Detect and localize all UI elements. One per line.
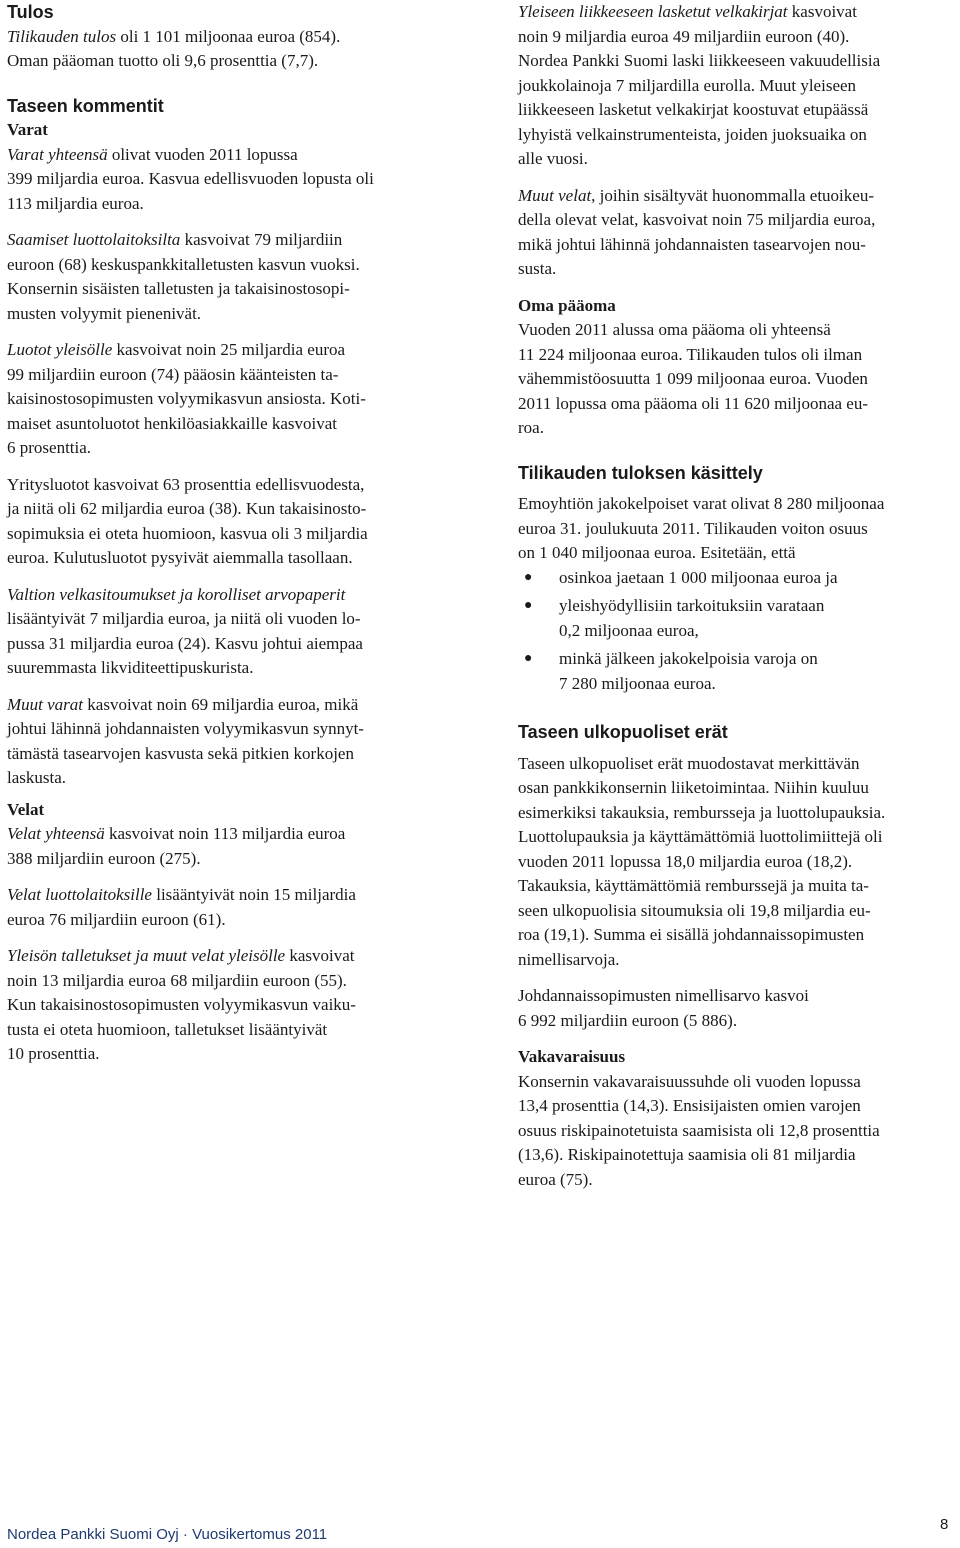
tulos-paragraph-1: Tilikauden tulos oli 1 101 miljoonaa euroa (854).	[7, 26, 341, 46]
tilikauden-tuloksen-kasittely-heading: Tilikauden tuloksen käsittely	[518, 462, 763, 483]
bullet-icon: ●	[524, 651, 533, 666]
bullet-icon: ●	[524, 569, 533, 585]
footer-publisher: Nordea Pankki Suomi Oyj · Vuosikertomus 2011	[7, 1526, 328, 1543]
saamiset-paragraph: Saamiset luottolaitoksilta kasvoivat 79 miljardiin euroon (68) keskuspankkitalletusten kasvun vuoksi. Konsernin sisäisten talletusten ja takaisinostosopi- musten volyymit pienenivät.	[7, 230, 360, 323]
velat-luottolaitoksille-paragraph: Velat luottolaitoksille lisääntyivät noin 15 miljardia euroa 76 miljardiin euroon (61).	[7, 885, 356, 929]
right-column	[518, 0, 958, 1192]
vakavaraisuus-heading: Vakavaraisuus	[518, 1047, 626, 1066]
tulos-heading: Tulos	[7, 2, 54, 22]
velat-heading: Velat	[7, 799, 45, 819]
yleison-talletukset-paragraph: Yleisön talletukset ja muut velat yleisölle kasvoivat noin 13 miljardia euroa 68 miljardiin euroon (55). Kun takaisinostosopimusten volyymikasvun vaiku- tusta ei oteta huomioon, talletukset lisääntyivät 10 prosenttia.	[7, 946, 356, 1063]
proposal-list	[518, 566, 958, 697]
ulkopuoliset-paragraph: Taseen ulkopuoliset erät muodostavat merkittävän osan pankkikonsernin liiketoimintaa. Niihin kuuluu esimerkiksi takauksia, rembursseja ja luottolupauksia. Luottolupauksia ja käyttämättömiä luottolimiittejä oli vuoden 2011 lopussa 18,0 miljardia euroa (18,2). Takauksia, käyttämättömiä remburssejä ja muita ta- seen ulkopuolisia sitoumuksia oli 19,8 miljardia eu- roa (19,1). Summa ei sisällä johdannaissopimusten nimellisarvoja.	[518, 753, 886, 969]
bullet-icon: ●	[524, 598, 533, 613]
taseen-kommentit-heading: Taseen kommentit	[7, 95, 164, 116]
yritysluotot-paragraph: Yritysluotot kasvoivat 63 prosenttia edellisvuodesta, ja niitä oli 62 miljardia euroa (38). Kun takaisinosto- sopimuksia ei oteta huomioon, kasvua oli 3 miljardia euroa. Kulutusluotot pysyivät aiemmalla tasollaan.	[7, 474, 368, 567]
taseen-ulkopuoliset-erat-heading: Taseen ulkopuoliset erät	[518, 722, 728, 742]
vakavaraisuus-paragraph: Konsernin vakavaraisuussuhde oli vuoden lopussa 13,4 prosenttia (14,3). Ensisijaisten omien varojen osuus riskipainotetuista saamisista oli 12,8 prosenttia (13,6). Riskipainotettuja saamisia oli 81 miljardia euroa (75).	[518, 1071, 880, 1189]
varat-paragraph: Varat yhteensä olivat vuoden 2011 lopussa 399 miljardia euroa. Kasvua edellisvuoden lopusta oli 113 miljardia euroa.	[7, 144, 374, 213]
velkakirjat-paragraph: Yleiseen liikkeeseen lasketut velkakirjat kasvoivat noin 9 miljardia euroa 49 miljardiin euroon (40). Nordea Pankki Suomi laski liikkeeseen vakuudellisia joukkolainoja 7 miljardilla eurolla. Muut yleiseen liikkeeseen lasketut velkakirjat koostuvat etupäässä lyhyistä velkainstrumenteista, joiden juoksuaika on alle vuosi.	[518, 2, 881, 168]
johdannais-paragraph: Johdannaissopimusten nimellisarvo kasvoi 6 992 miljardiin euroon (5 886).	[518, 986, 809, 1030]
luotot-paragraph: Luotot yleisölle kasvoivat noin 25 miljardia euroa 99 miljardiin euroon (74) pääosin käänteisten ta- kaisinostosopimusten volyymikasvun ansiosta. Koti- maiset asuntoluotot henkilöasiakkaille kasvoivat 6 prosenttia.	[7, 340, 366, 457]
left-column	[7, 0, 452, 1067]
muut-velat-paragraph: Muut velat, joihin sisältyvät huonommalla etuoikeu- della olevat velat, kasvoivat noin 75 miljardia euroa, mikä johtui lähinnä johdannaisten tasearvojen nou- susta.	[518, 185, 876, 278]
list-item: ● yleishyödyllisiin tarkoituksiin varataan 0,2 miljoonaa euroa,	[524, 596, 825, 640]
list-item: ● osinkoa jaetaan 1 000 miljoonaa euroa ja	[518, 566, 958, 591]
velat-paragraph: Velat yhteensä kasvoivat noin 113 miljardia euroa 388 miljardiin euroon (275).	[7, 824, 346, 868]
muut-varat-paragraph: Muut varat kasvoivat noin 69 miljardia euroa, mikä johtui lähinnä johdannaisten volyymikasvun synnyt- tämästä tasearvojen kasvusta sekä pitkien korkojen laskusta.	[7, 694, 364, 787]
page-number: 8	[940, 1516, 949, 1533]
tilikauden-paragraph: Emoyhtiön jakokelpoiset varat olivat 8 280 miljoonaa euroa 31. joulukuuta 2011. Tilikauden voiton osuus on 1 040 miljoonaa euroa. Esitetään, että	[518, 494, 885, 562]
oma-paaoma-heading: Oma pääoma	[518, 295, 616, 315]
varat-heading: Varat	[7, 120, 48, 139]
list-item: ● minkä jälkeen jakokelpoisia varoja on 7 280 miljoonaa euroa.	[524, 649, 818, 693]
valtion-paragraph: Valtion velkasitoumukset ja korolliset arvopaperit lisääntyivät 7 miljardia euroa, ja niitä oli vuoden lo- pussa 31 miljardia euroa (24). Kasvu johtui aiempaa suuremmasta likviditeettipuskurista.	[7, 584, 363, 677]
tulos-paragraph-2: Oman pääoman tuotto oli 9,6 prosenttia (7,7).	[7, 51, 319, 70]
oma-paaoma-paragraph: Vuoden 2011 alussa oma pääoma oli yhteensä 11 224 miljoonaa euroa. Tilikauden tulos oli ilman vähemmistöosuutta 1 099 miljoonaa euroa. Vuoden 2011 lopussa oma pääoma oli 11 620 miljoonaa eu- roa.	[518, 320, 869, 437]
